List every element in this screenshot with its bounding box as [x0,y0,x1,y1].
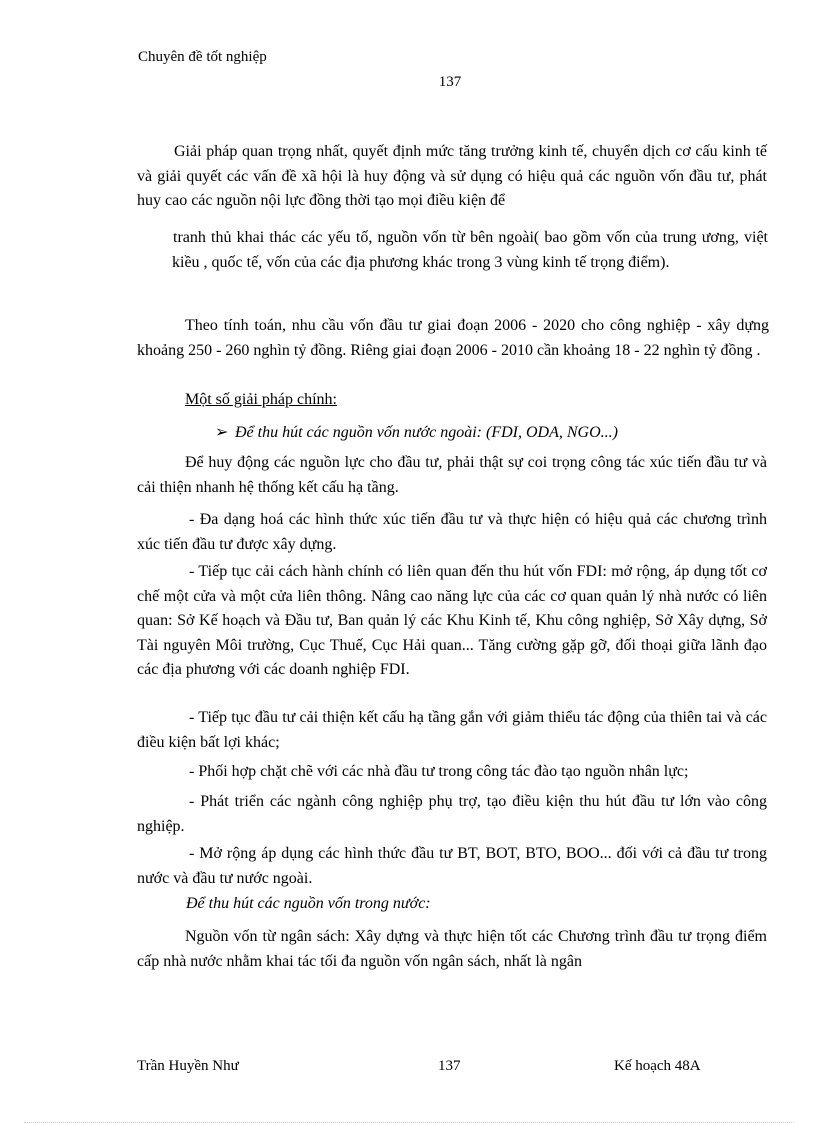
header-title: Chuyên đề tốt nghiệp [138,49,267,65]
list-item-diversify-promotion: - Đa dạng hoá các hình thức xúc tiến đầu tư và thực hiện có hiệu quả các chương trình xúc tiến đầu tư được xây dựng. [137,511,767,553]
paragraph-external-sources: tranh thủ khai thác các yếu tố, nguồn vốn từ bên ngoài( bao gồm vốn của trung ương, việt kiều , quốc tế, vốn của các địa phương khác trong 3 vùng kinh tế trọng điểm). [172,229,768,271]
page-number-top: 137 [438,74,462,90]
footer-author: Trần Huyền Như [137,1058,239,1074]
list-item-infrastructure: - Tiếp tục đầu tư cải thiện kết cấu hạ tầng gắn với giảm thiểu tác động của thiên tai và các điều kiện bất lợi khác; [137,709,767,751]
list-item-bt-bot-forms: - Mở rộng áp dụng các hình thức đầu tư BT, BOT, BTO, BOO... đối với cả đầu tư trong nước và đầu tư nước ngoài. [137,845,767,887]
heading-foreign-capital [215,422,618,442]
list-item-coordination: - Phối hợp chặt chẽ với các nhà đầu tư trong công tác đào tạo nguồn nhân lực; [189,763,689,780]
arrow-bullet-icon: ➢ [215,424,229,441]
heading-domestic-capital: Để thu hút các nguồn vốn trong nước: [186,895,431,912]
footer-class: Kế hoạch 48A [614,1058,701,1074]
footer-page-number: 137 [438,1058,461,1074]
list-item-supporting-industries: - Phát triển các ngành công nghiệp phụ trợ, tạo điều kiện thu hút đầu tư lớn vào công nghiệp. [137,793,767,835]
heading-main-solutions-text: Một số giải pháp chính: [185,391,337,408]
heading-main-solutions [185,391,337,409]
heading-foreign-capital-text: Để thu hút các nguồn vốn nước ngoài: (FDI, ODA, NGO...) [235,424,618,441]
paragraph-capital-needs: Theo tính toán, nhu cầu vốn đầu tư giai đoạn 2006 - 2020 cho công nghiệp - xây dựng khoảng 250 - 260 nghìn tỷ đồng. Riêng giai đoạn 2006 - 2010 cần khoảng 18 - 22 nghìn tỷ đồng . [137,317,769,359]
paragraph-budget-capital: Nguồn vốn từ ngân sách: Xây dựng và thực hiện tốt các Chương trình đầu tư trọng điểm cấp nhà nước nhằm khai tác tối đa nguồn vốn ngân sách, nhất là ngân [137,928,767,970]
list-item-administrative-reform: - Tiếp tục cải cách hành chính có liên quan đến thu hút vốn FDI: mở rộng, áp dụng tốt cơ chế một cửa và một cửa liên thông. Nâng cao năng lực của các cơ quan quản lý nhà nước có liên quan: Sở Kế hoạch và Đầu tư, Ban quản lý các Khu Kinh tế, Khu công nghiệp, Sở Xây dựng, Sở Tài nguyên Môi trường, Cục Thuế, Cục Hải quan... Tăng cường gặp gỡ, đối thoại giữa lãnh đạo các địa phương với các doanh nghiệp FDI. [137,563,767,678]
paragraph-intro: Giải pháp quan trọng nhất, quyết định mức tăng trưởng kinh tế, chuyển dịch cơ cấu kinh tế và giải quyết các vấn đề xã hội là huy động và sử dụng có hiệu quả các nguồn vốn đầu tư, phát huy cao các nguồn nội lực đồng thời tạo mọi điều kiện để [137,143,767,209]
paragraph-investment-promotion: Để huy động các nguồn lực cho đầu tư, phải thật sự coi trọng công tác xúc tiến đầu tư và cải thiện nhanh hệ thống kết cấu hạ tầng. [137,454,767,496]
